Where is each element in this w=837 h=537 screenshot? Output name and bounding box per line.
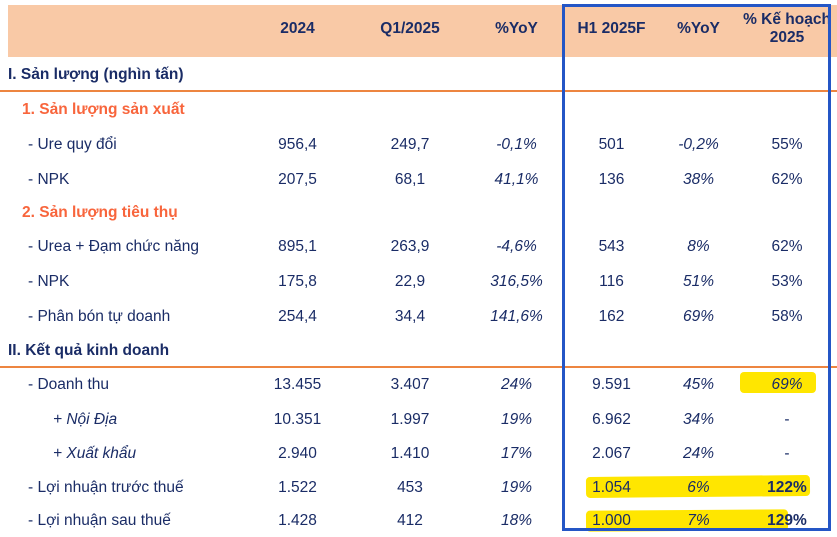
table-cell: 8% <box>687 237 710 255</box>
table-cell-highlighted: 1.054 <box>592 478 631 496</box>
row-label-loi-nhuan-truoc-thue: - Lợi nhuận trước thuế <box>28 478 184 496</box>
table-cell: 53% <box>771 273 803 291</box>
subsection-san-luong-tieu-thu: 2. Sản lượng tiêu thụ <box>22 204 178 222</box>
section-divider-orange-2 <box>0 366 837 368</box>
row-label-npk-tt: - NPK <box>28 273 70 291</box>
column-header-yoy: %YoY <box>495 19 538 37</box>
table-cell: 1.410 <box>390 444 430 462</box>
table-cell: 453 <box>397 478 423 496</box>
row-label-phan-bon-tu-doanh: - Phân bón tự doanh <box>28 307 171 325</box>
table-cell: 24% <box>500 376 533 394</box>
table-cell: 136 <box>598 170 625 188</box>
row-label-doanh-thu: - Doanh thu <box>28 376 109 394</box>
table-cell: - <box>784 444 790 462</box>
table-cell-highlighted: 129% <box>767 512 807 530</box>
table-cell: 501 <box>598 135 625 153</box>
table-cell: 1.428 <box>278 512 317 530</box>
row-label-loi-nhuan-sau-thue: - Lợi nhuận sau thuế <box>28 512 171 530</box>
table-cell: 51% <box>682 273 715 291</box>
table-cell: 2.067 <box>592 444 631 462</box>
section-divider-orange-1 <box>0 90 837 92</box>
table-cell: 207,5 <box>278 170 317 188</box>
table-cell-highlighted: 122% <box>767 478 807 496</box>
table-cell: 9.591 <box>592 376 631 394</box>
table-cell: 10.351 <box>273 410 322 428</box>
table-cell: -0,2% <box>678 135 719 153</box>
table-cell: 1.522 <box>278 478 317 496</box>
table-cell: 249,7 <box>390 135 430 153</box>
table-cell: 2.940 <box>278 444 317 462</box>
table-cell-highlighted: 7% <box>687 512 710 530</box>
section-title-ket-qua-kinh-doanh: II. Kết quả kinh doanh <box>8 341 170 359</box>
table-cell: 263,9 <box>390 237 430 255</box>
row-label-xuat-khau: + Xuất khẩu <box>53 444 137 462</box>
table-cell: 175,8 <box>278 273 317 291</box>
table-cell: 24% <box>682 444 715 462</box>
table-cell: 6.962 <box>592 410 631 428</box>
table-cell: 45% <box>682 376 715 394</box>
table-cell: 116 <box>599 273 624 291</box>
table-cell: 68,1 <box>394 170 426 188</box>
table-cell: 13.455 <box>273 376 322 394</box>
table-cell: 38% <box>682 170 715 188</box>
table-cell: 19% <box>500 478 533 496</box>
table-cell: 895,1 <box>278 237 317 255</box>
table-cell: 18% <box>500 512 533 530</box>
table-cell: - <box>784 410 790 428</box>
table-cell: 3.407 <box>390 376 430 394</box>
table-cell: 19% <box>500 410 533 428</box>
table-cell: -0,1% <box>496 135 537 153</box>
table-cell: 69% <box>682 307 715 325</box>
table-cell: 62% <box>771 170 803 188</box>
table-cell: 41,1% <box>494 170 539 188</box>
table-cell-highlighted: 1.000 <box>592 512 631 530</box>
column-header-2024: 2024 <box>280 19 315 37</box>
table-cell-highlighted: 69% <box>771 376 803 394</box>
column-header-empty <box>0 0 245 57</box>
section-title-san-luong: I. Sản lượng (nghìn tấn) <box>8 66 184 84</box>
table-cell: 55% <box>771 135 803 153</box>
table-cell: 316,5% <box>490 273 543 291</box>
table-cell: 1.997 <box>390 410 430 428</box>
table-cell: 254,4 <box>278 307 317 325</box>
column-header-h1-2025f: H1 2025F <box>577 19 646 37</box>
table-cell: 34,4 <box>394 307 426 325</box>
table-cell-highlighted: 6% <box>687 478 710 496</box>
column-header-q1-2025: Q1/2025 <box>380 19 440 37</box>
subsection-san-luong-san-xuat: 1. Sản lượng sản xuất <box>22 101 185 119</box>
column-header-ke-hoach-2025: % Kế hoạch 2025 <box>743 10 831 46</box>
table-cell: 22,9 <box>394 273 426 291</box>
row-label-urea-dam: - Urea + Đạm chức năng <box>28 237 200 255</box>
table-cell: 543 <box>598 237 625 255</box>
table-cell: -4,6% <box>496 237 537 255</box>
row-label-noi-dia: + Nội Địa <box>53 410 118 428</box>
table-cell: 141,6% <box>490 307 543 325</box>
table-cell: 956,4 <box>278 135 317 153</box>
column-header-yoy-2: %YoY <box>677 19 720 37</box>
table-cell: 62% <box>771 237 803 255</box>
table-cell: 58% <box>771 307 803 325</box>
table-cell: 34% <box>682 410 715 428</box>
row-label-ure-quy-doi: - Ure quy đổi <box>28 135 117 153</box>
row-label-npk-sx: - NPK <box>28 170 70 188</box>
table-cell: 412 <box>397 512 423 530</box>
table-cell: 162 <box>598 307 625 325</box>
table-cell: 17% <box>500 444 533 462</box>
